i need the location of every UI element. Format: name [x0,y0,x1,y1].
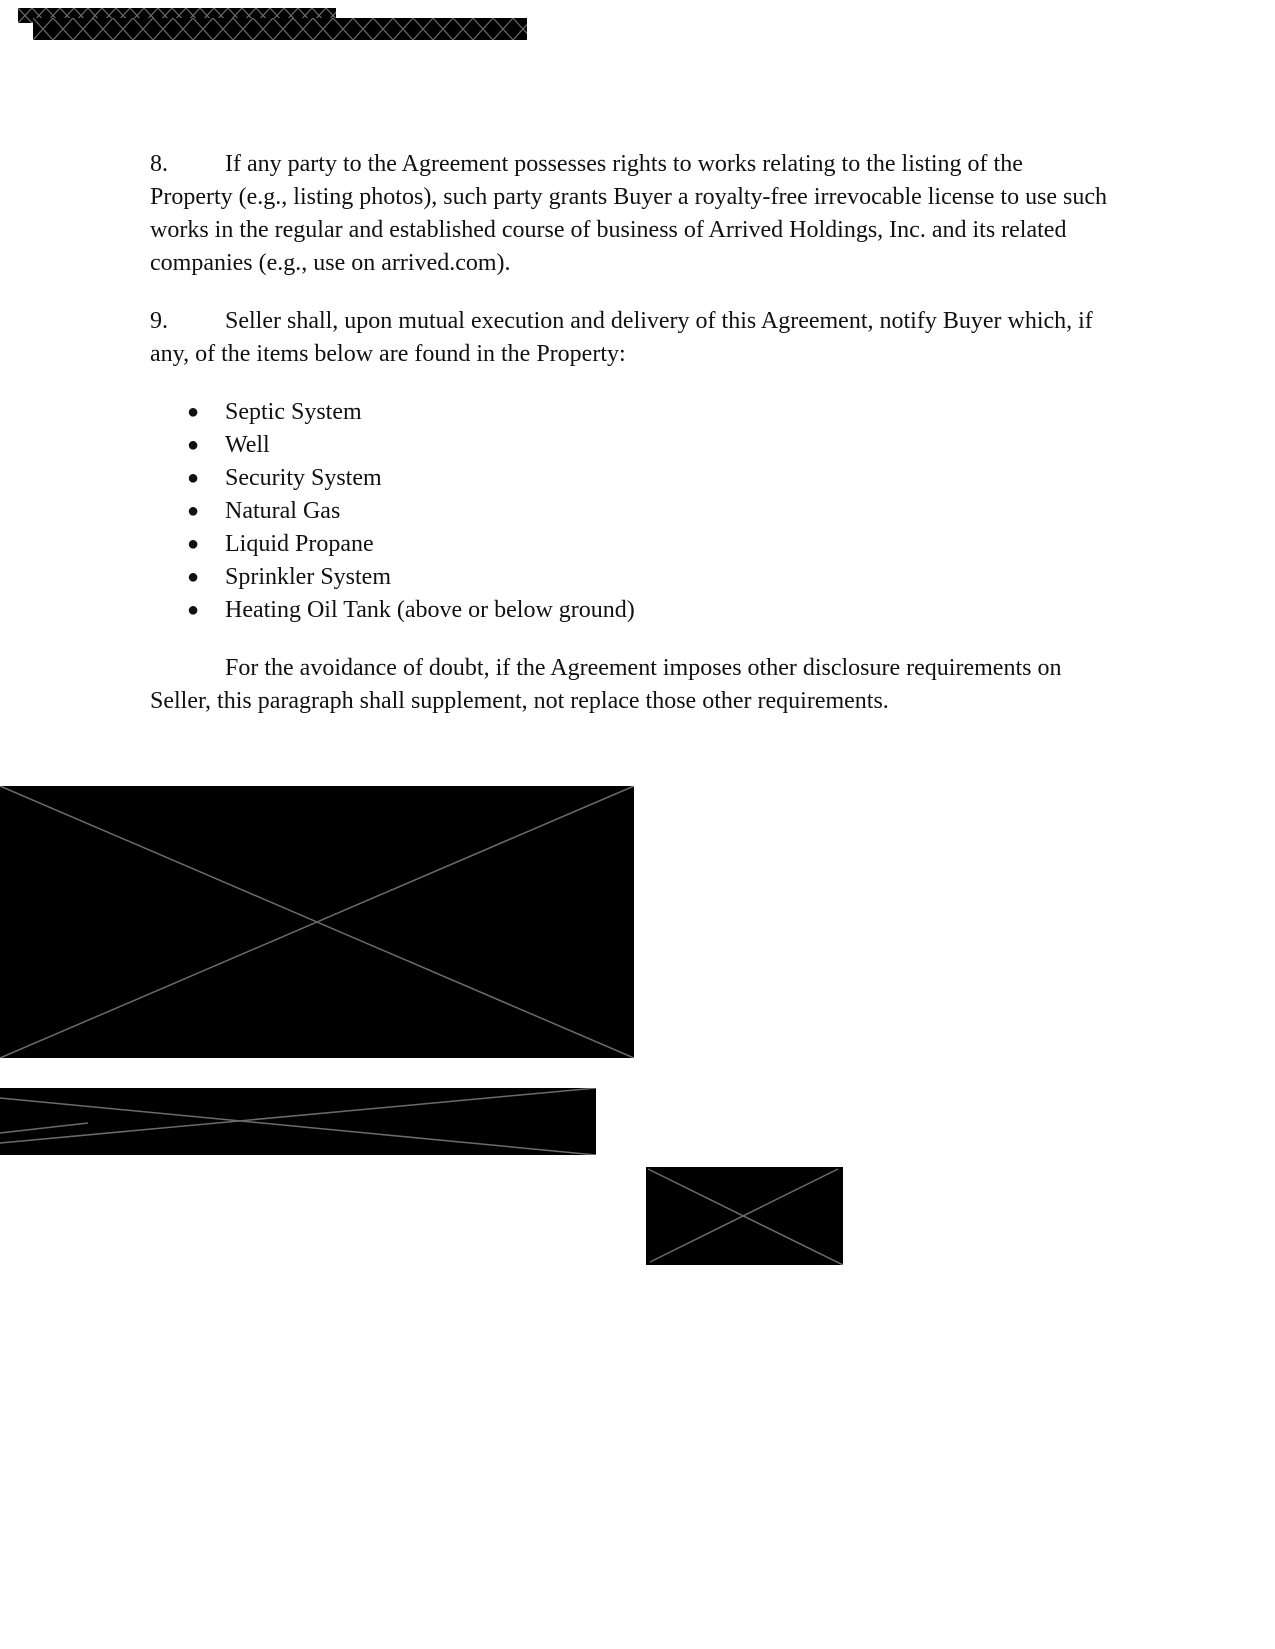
redacted-signature-line [0,1088,596,1155]
list-item [150,429,1110,462]
redacted-date-block [646,1167,843,1265]
bullet-icon: ● [187,401,200,423]
list-item-label: Security System [225,465,382,491]
paragraph-8-number: 8. [150,151,168,177]
list-item [150,495,1110,528]
paragraph-8 [150,148,1110,280]
bullet-icon: ● [187,599,200,621]
closing-paragraph-text: For the avoidance of doubt, if the Agreement imposes other disclosure requirements on Seller, this paragraph shall supplement, not replace those other requirements. [150,655,1062,714]
closing-paragraph [150,652,1110,718]
paragraph-9-number: 9. [150,308,168,334]
list-item [150,528,1110,561]
list-item-label: Liquid Propane [225,531,374,557]
redacted-signature-block-large [0,786,634,1058]
document-body [150,148,1110,743]
paragraph-9 [150,305,1110,371]
list-item [150,594,1110,627]
bullet-icon: ● [187,533,200,555]
redaction-cross [0,786,634,1058]
bullet-icon: ● [187,467,200,489]
list-item-label: Septic System [225,399,362,425]
list-item [150,396,1110,429]
redaction-cross [646,1167,843,1265]
list-item-label: Well [225,432,270,458]
paragraph-8-text: If any party to the Agreement possesses rights to works relating to the listing of the Property (e.g., listing photos), such party grants Buyer a royalty-free irrevocable license to use such works in the regular and established course of business of Arrived Holdings, Inc. and its related companies (e.g., use on arrived.com). [150,151,1108,276]
redaction-cross [0,1088,596,1155]
list-item-label: Heating Oil Tank (above or below ground) [225,597,635,623]
bullet-icon: ● [187,434,200,456]
bullet-icon: ● [187,500,200,522]
list-item-label: Natural Gas [225,498,341,524]
list-item-label: Sprinkler System [225,564,391,590]
bullet-icon: ● [187,566,200,588]
list-item [150,462,1110,495]
redaction-crosshatch [33,18,527,40]
redacted-header-block-bottom [33,18,527,40]
paragraph-9-text: Seller shall, upon mutual execution and delivery of this Agreement, notify Buyer which, if any, of the items below are found in the Property: [150,308,1093,367]
list-item [150,561,1110,594]
property-items-list [150,396,1110,627]
